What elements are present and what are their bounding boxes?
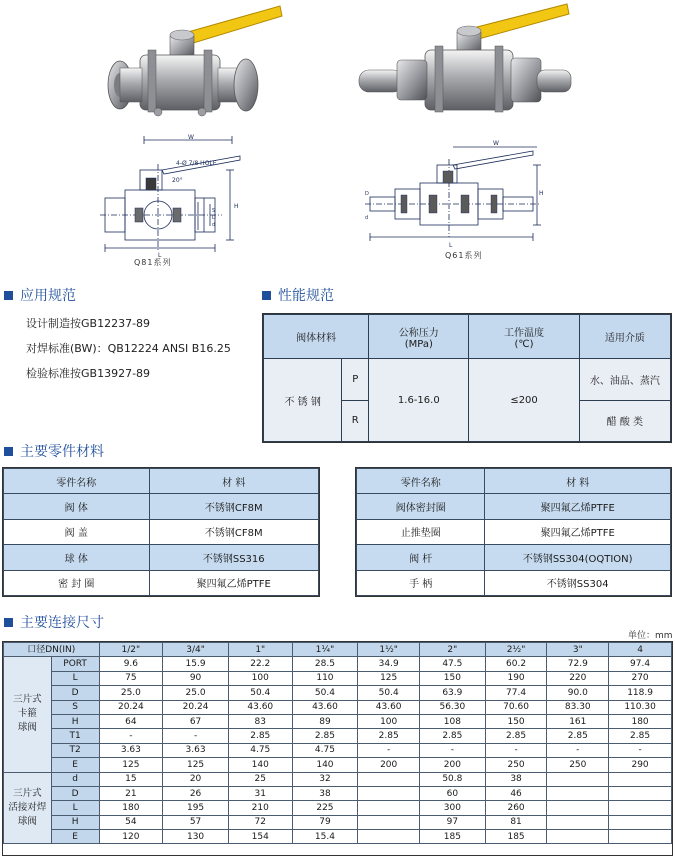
dims-cell (609, 786, 672, 800)
section-square-icon (4, 447, 13, 456)
part-material: 不锈钢SS316 (149, 545, 319, 570)
parts-row (4, 494, 319, 519)
dimensions-table-frame (2, 641, 673, 856)
dims-cell (547, 801, 609, 815)
dims-size-header: 1/2" (99, 643, 163, 657)
standard-line-design: 设计制造按GB12237-89 (26, 317, 151, 330)
table-row (4, 772, 672, 786)
table-row (4, 671, 672, 685)
dims-cell (358, 772, 420, 786)
dims-cell: - (163, 729, 229, 743)
dims-cell: 9.6 (99, 657, 163, 671)
table-row (4, 686, 672, 700)
part-material: 聚四氟乙烯PTFE (485, 494, 671, 519)
dims-cell: 225 (292, 801, 358, 815)
dims-cell (609, 801, 672, 815)
dims-cell: 50.4 (358, 686, 420, 700)
dims-size-header: 3" (547, 643, 609, 657)
parts-table-left (3, 468, 319, 596)
table-row (4, 657, 672, 671)
dims-cell: 110 (292, 671, 358, 685)
dims-cell: 72.9 (547, 657, 609, 671)
dims-cell (358, 830, 420, 844)
dims-row-label: T1 (51, 729, 99, 743)
perf-pressure: 1.6-16.0 (369, 359, 469, 442)
part-name: 密 封 圈 (4, 570, 150, 595)
dims-cell: 15.4 (292, 830, 358, 844)
part-name: 阀 杆 (357, 545, 485, 570)
performance-heading (262, 285, 334, 305)
dims-cell: 47.5 (420, 657, 486, 671)
dims-cell: 130 (163, 830, 229, 844)
perf-header-pressure (369, 315, 469, 359)
perf-material: 不 锈 钢 (264, 359, 342, 442)
dims-cell: 25.0 (163, 686, 229, 700)
dims-cell: 25.0 (99, 686, 163, 700)
dims-cell: 2.85 (609, 729, 672, 743)
dims-cell: 15.9 (163, 657, 229, 671)
dims-group-name (4, 772, 52, 844)
dims-group-name-line: 卡箍 (17, 708, 37, 720)
dims-row-label: D (51, 686, 99, 700)
dims-size-header: 1" (228, 643, 292, 657)
section-square-icon (262, 291, 271, 300)
part-name: 止推垫圈 (357, 519, 485, 544)
dims-row-label: L (51, 801, 99, 815)
dims-cell: 210 (228, 801, 292, 815)
dims-cell: 270 (609, 671, 672, 685)
dims-cell: 77.4 (485, 686, 547, 700)
standards-title: 应用规范 (20, 288, 76, 304)
dims-row-label: H (51, 714, 99, 728)
dims-cell: - (420, 743, 486, 757)
dims-header-label: 口径DN(IN) (4, 643, 100, 657)
dims-size-header: 2½" (485, 643, 547, 657)
part-name: 球 体 (4, 545, 150, 570)
dims-cell: 290 (609, 758, 672, 772)
dims-cell (547, 772, 609, 786)
table-row (4, 801, 672, 815)
part-material: 聚四氟乙烯PTFE (149, 570, 319, 595)
perf-header-temp-line1: 工作温度 (504, 327, 545, 339)
dims-cell: - (547, 743, 609, 757)
part-material: 不锈钢SS304 (485, 570, 671, 595)
dims-cell: 83.30 (547, 700, 609, 714)
table-row (4, 758, 672, 772)
dims-cell: 32 (292, 772, 358, 786)
dims-cell: 25 (228, 772, 292, 786)
dims-cell (609, 815, 672, 829)
dimensions-table (3, 642, 672, 844)
part-material: 不锈钢CF8M (149, 494, 319, 519)
parts-table-left-frame (2, 467, 320, 597)
dims-cell: 110.30 (609, 700, 672, 714)
dims-cell (358, 801, 420, 815)
section-square-icon (4, 618, 13, 627)
dims-cell: 118.9 (609, 686, 672, 700)
dims-cell (547, 815, 609, 829)
dims-cell: 75 (99, 671, 163, 685)
q61-technical-drawing (365, 135, 545, 255)
dims-cell: 150 (485, 714, 547, 728)
dims-cell: 90.0 (547, 686, 609, 700)
part-material: 不锈钢CF8M (149, 519, 319, 544)
dims-cell: 140 (228, 758, 292, 772)
part-name: 阀 盖 (4, 519, 150, 544)
dims-cell: 38 (485, 772, 547, 786)
dims-cell: 83 (228, 714, 292, 728)
dims-cell: 20.24 (99, 700, 163, 714)
dims-cell (547, 830, 609, 844)
parts-row (357, 494, 671, 519)
dims-cell: 100 (358, 714, 420, 728)
dims-cell: 180 (99, 801, 163, 815)
q61-l-label: L (449, 242, 453, 249)
dims-row-label: E (51, 758, 99, 772)
perf-header-pressure-line1: 公称压力 (398, 327, 439, 339)
dims-group-name-line: 球阀 (17, 722, 37, 734)
dims-cell: - (485, 743, 547, 757)
dims-cell: 97 (420, 815, 486, 829)
dims-cell: 125 (163, 758, 229, 772)
section-square-icon (4, 291, 13, 300)
standard-line-welding: 对焊标准(BW)：QB12224 ANSI B16.25 (26, 342, 231, 355)
dims-cell: 43.60 (358, 700, 420, 714)
dims-cell: - (358, 743, 420, 757)
perf-media-0: 水、油品、蒸汽 (579, 359, 670, 401)
dims-cell: 31 (228, 786, 292, 800)
part-name: 手 柄 (357, 570, 485, 595)
dims-cell: 64 (99, 714, 163, 728)
dims-cell: 195 (163, 801, 229, 815)
parts-row (4, 519, 319, 544)
dims-cell: 140 (292, 758, 358, 772)
dims-cell: 190 (485, 671, 547, 685)
dims-cell: 260 (485, 801, 547, 815)
dims-cell: 250 (485, 758, 547, 772)
table-row (4, 815, 672, 829)
unit-label: 单位：mm (628, 631, 673, 641)
dims-group-name-line: 三片式 (13, 694, 42, 706)
q81-valve-photo (90, 0, 300, 130)
dims-cell: 90 (163, 671, 229, 685)
dims-cell: 4.75 (292, 743, 358, 757)
dims-cell: 97.4 (609, 657, 672, 671)
parts-table-right-frame (355, 467, 672, 597)
dims-cell: 180 (609, 714, 672, 728)
q81-d-label-1: D (212, 215, 216, 221)
dims-cell: 22.2 (228, 657, 292, 671)
dims-cell: 220 (547, 671, 609, 685)
dims-cell: 60 (420, 786, 486, 800)
part-name: 阀体密封圈 (357, 494, 485, 519)
q61-caption: Q61系列 (445, 251, 483, 260)
q81-d-label-2: d (212, 222, 216, 228)
dims-cell: 250 (547, 758, 609, 772)
dims-cell: 67 (163, 714, 229, 728)
dims-row-label: PORT (51, 657, 99, 671)
parts-row (357, 545, 671, 570)
dims-cell: 2.85 (420, 729, 486, 743)
dims-cell: 150 (420, 671, 486, 685)
dims-size-header: 3/4" (163, 643, 229, 657)
dims-cell: 57 (163, 815, 229, 829)
dims-size-header: 1½" (358, 643, 420, 657)
dims-cell: 154 (228, 830, 292, 844)
dims-size-header: 4 (609, 643, 672, 657)
performance-table (263, 314, 671, 442)
dims-cell: 125 (358, 671, 420, 685)
table-row (4, 786, 672, 800)
perf-temperature: ≤200 (469, 359, 579, 442)
perf-code-r: R (342, 400, 369, 442)
dims-cell: 125 (99, 758, 163, 772)
q61-d-label-1: d (365, 215, 369, 221)
dims-row-label: H (51, 815, 99, 829)
dims-cell: 185 (485, 830, 547, 844)
q81-technical-drawing (100, 130, 260, 260)
dims-cell: 120 (99, 830, 163, 844)
q61-w-label: W (493, 140, 499, 147)
standards-heading (4, 285, 76, 305)
q81-l-label: L (158, 252, 162, 259)
q81-d-label-0: S (212, 208, 216, 214)
perf-header-temp-line2: (℃) (514, 338, 534, 350)
dims-cell: 161 (547, 714, 609, 728)
dims-group-name-line: 活接对焊 (8, 801, 47, 813)
dims-cell: 15 (99, 772, 163, 786)
dims-cell: - (99, 729, 163, 743)
dims-cell: 43.60 (292, 700, 358, 714)
dims-cell (609, 830, 672, 844)
dimensions-heading (4, 612, 104, 632)
dims-cell: 2.85 (228, 729, 292, 743)
dims-cell: 63.9 (420, 686, 486, 700)
part-material: 聚四氟乙烯PTFE (485, 519, 671, 544)
parts-title: 主要零件材料 (20, 444, 104, 460)
q81-h-label: H (234, 203, 239, 210)
standard-line-inspection: 检验标准按GB13927-89 (26, 367, 151, 380)
table-row (4, 830, 672, 844)
dims-group-name-line: 三片式 (13, 787, 42, 799)
dims-cell: 20 (163, 772, 229, 786)
part-name: 阀 体 (4, 494, 150, 519)
table-row (4, 700, 672, 714)
dimensions-title: 主要连接尺寸 (20, 615, 104, 631)
perf-media-1: 醋 酸 类 (579, 400, 670, 442)
dims-group-name (4, 657, 52, 772)
dims-row-label: T2 (51, 743, 99, 757)
dims-cell: 21 (99, 786, 163, 800)
table-row (4, 743, 672, 757)
performance-table-frame (262, 313, 672, 443)
perf-code-p: P (342, 359, 369, 401)
dims-cell: 43.60 (228, 700, 292, 714)
parts-table-right (356, 468, 671, 596)
dims-cell: 108 (420, 714, 486, 728)
q81-caption: Q81系列 (134, 258, 172, 267)
parts-row (4, 545, 319, 570)
dims-row-label: d (51, 772, 99, 786)
dims-cell: 38 (292, 786, 358, 800)
dims-cell: 2.85 (358, 729, 420, 743)
parts-left-col-material: 材 料 (149, 469, 319, 494)
parts-right-col-material: 材 料 (485, 469, 671, 494)
parts-right-col-name: 零件名称 (357, 469, 485, 494)
dims-cell: - (609, 743, 672, 757)
performance-title: 性能规范 (278, 288, 334, 304)
dims-row-label: S (51, 700, 99, 714)
dims-row-label: D (51, 786, 99, 800)
dims-cell: 34.9 (358, 657, 420, 671)
dims-cell: 46 (485, 786, 547, 800)
dims-cell: 60.2 (485, 657, 547, 671)
dims-cell: 3.63 (99, 743, 163, 757)
dims-row-label: L (51, 671, 99, 685)
dims-cell: 70.60 (485, 700, 547, 714)
dims-cell: 50.4 (228, 686, 292, 700)
dims-cell: 185 (420, 830, 486, 844)
parts-heading (4, 441, 104, 461)
dims-cell: 50.4 (292, 686, 358, 700)
dims-cell: 50.8 (420, 772, 486, 786)
part-material: 不锈钢SS304(OQTION) (485, 545, 671, 570)
q81-w-label: W (188, 134, 194, 141)
dims-cell: 2.85 (292, 729, 358, 743)
dims-cell: 2.85 (485, 729, 547, 743)
perf-header-temperature (469, 315, 579, 359)
table-row (4, 729, 672, 743)
parts-left-col-name: 零件名称 (4, 469, 150, 494)
dims-header-row (4, 643, 672, 657)
dims-cell: 20.24 (163, 700, 229, 714)
parts-row (357, 519, 671, 544)
q81-hole-note: 4-Ø 7/8 HOLE (176, 160, 217, 167)
dims-cell: 81 (485, 815, 547, 829)
dims-cell (609, 772, 672, 786)
dims-cell: 56.30 (420, 700, 486, 714)
dims-size-header: 2" (420, 643, 486, 657)
table-row (4, 714, 672, 728)
perf-header-media: 适用介质 (579, 315, 670, 359)
dims-cell: 100 (228, 671, 292, 685)
q81-angle-label: 20° (172, 177, 183, 184)
dims-cell: 200 (358, 758, 420, 772)
parts-row (357, 570, 671, 595)
dims-cell (358, 815, 420, 829)
q61-d-label-0: D (365, 191, 369, 197)
dims-cell: 79 (292, 815, 358, 829)
dims-cell: 3.63 (163, 743, 229, 757)
perf-header-material: 阀体材料 (264, 315, 369, 359)
dims-cell: 4.75 (228, 743, 292, 757)
dims-cell: 89 (292, 714, 358, 728)
q61-valve-photo (355, 0, 575, 130)
dims-cell: 26 (163, 786, 229, 800)
dims-row-label: E (51, 830, 99, 844)
dims-cell: 54 (99, 815, 163, 829)
dims-group-name-line: 球阀 (17, 815, 37, 827)
dims-cell: 28.5 (292, 657, 358, 671)
dims-cell: 2.85 (547, 729, 609, 743)
parts-row (4, 570, 319, 595)
dims-cell (547, 786, 609, 800)
dims-size-header: 1¼" (292, 643, 358, 657)
dims-cell: 72 (228, 815, 292, 829)
perf-header-pressure-line2: (MPa) (404, 338, 433, 350)
q61-h-label: H (539, 190, 544, 197)
dims-cell: 200 (420, 758, 486, 772)
dims-cell: 300 (420, 801, 486, 815)
dims-cell (358, 786, 420, 800)
